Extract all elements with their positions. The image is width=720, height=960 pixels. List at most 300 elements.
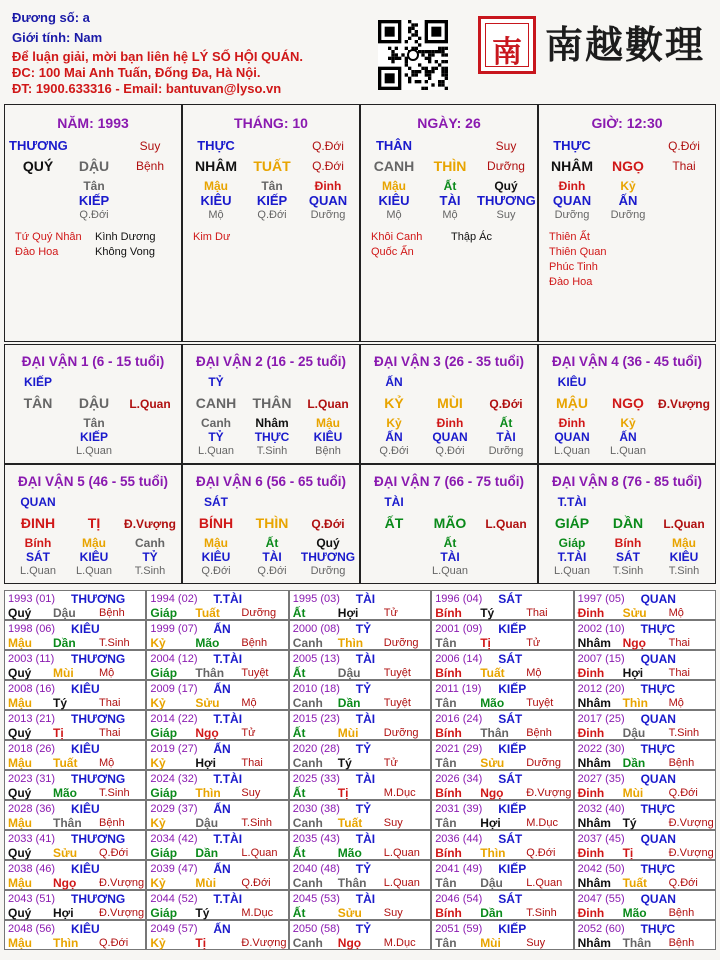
heavenly-stem: NHÂM [195, 158, 237, 174]
year-cell [4, 830, 146, 860]
year-ten-god: QUAN [640, 712, 676, 726]
year-branch: Tý [480, 606, 495, 620]
star-neutral: Thập Ác [451, 231, 492, 243]
earthly-branch: NGỌ [612, 158, 644, 174]
year-cell [289, 800, 431, 830]
year-branch: Tý [53, 696, 68, 710]
year-branch: Mão [622, 906, 647, 920]
year-stage: Bệnh [668, 937, 695, 949]
dai-van-stem: BÍNH [198, 515, 234, 531]
dai-van-hidden-god: TÀI [496, 430, 516, 444]
year-label: 1998 (06) [8, 623, 56, 635]
pillar-title: NĂM: 1993 [57, 115, 129, 131]
year-stage: Bệnh [241, 637, 268, 649]
ten-god: THÂN [375, 138, 413, 153]
year-ten-god: KIÊU [71, 682, 100, 696]
year-cell [146, 650, 288, 680]
year-cell [431, 590, 573, 620]
year-ten-god: QUAN [640, 652, 676, 666]
year-stage: Suy [383, 817, 403, 829]
year-stem: Đinh [577, 666, 605, 680]
year-label: 2051 (59) [435, 923, 483, 935]
year-branch: Mão [53, 786, 77, 800]
year-stem: Nhâm [577, 696, 611, 710]
year-stem: Quý [8, 786, 32, 800]
year-label: 2006 (14) [435, 653, 483, 665]
star-good: Thiên Ất [549, 231, 590, 243]
year-ten-god: KIÊU [71, 742, 100, 756]
year-branch: Thân [195, 666, 225, 680]
year-label: 2013 (21) [8, 713, 56, 725]
year-stem: Quý [8, 666, 32, 680]
year-label: 2012 (20) [577, 683, 625, 695]
dai-van-hidden-god: KIẾP [79, 430, 108, 444]
year-stage: Đ.Vượng [668, 847, 714, 859]
year-label: 2005 (13) [292, 653, 340, 665]
dai-van-hidden-stage: T.Sinh [134, 565, 166, 577]
earthly-branch: TUẤT [253, 158, 291, 174]
year-label: 2030 (38) [292, 803, 340, 815]
year-stage: Bệnh [99, 607, 125, 619]
year-ten-god: SÁT [498, 892, 523, 906]
year-ten-god: KIÊU [71, 802, 100, 816]
year-label: 2002 (10) [577, 623, 625, 635]
year-cell [574, 740, 716, 770]
dai-van-hidden-stem: Nhâm [255, 416, 289, 430]
dai-van-hidden-god: TỶ [208, 430, 224, 444]
year-cell [431, 890, 573, 920]
year-stem: Mậu [8, 636, 32, 650]
dai-van-hidden-stage: L.Quan [431, 565, 469, 577]
dai-van-cell [182, 344, 360, 464]
year-ten-god: ẤN [213, 802, 231, 816]
year-stage: Tử [526, 637, 541, 649]
qr-code-icon [378, 20, 448, 90]
dai-van-branch: MÃO [433, 515, 467, 531]
year-branch: Mùi [53, 666, 74, 680]
hidden-ten-god: KIẾP [256, 193, 288, 208]
year-ten-god: TỶ [355, 622, 372, 636]
year-ten-god: T.TÀI [213, 772, 243, 786]
year-branch: Sửu [337, 906, 362, 920]
year-label: 1993 (01) [8, 593, 56, 605]
year-label: 2018 (26) [8, 743, 56, 755]
dai-van-hidden-stage: T.Sinh [256, 445, 288, 457]
year-branch: Dần [337, 696, 361, 710]
year-stem: Ất [292, 846, 306, 860]
contact-phone-email: ĐT: 1900.633316 - Email: bantuvan@lyso.vn [12, 81, 282, 96]
year-stage: Dưỡng [241, 607, 277, 619]
year-ten-god: KIẾP [498, 622, 527, 636]
year-stage: Thai [526, 607, 548, 619]
year-cell [431, 800, 573, 830]
dai-van-stage: L.Quan [129, 397, 171, 411]
year-label: 2000 (08) [292, 623, 340, 635]
year-branch: Mùi [195, 876, 217, 890]
year-cell [289, 920, 431, 950]
life-stage: Suy [139, 139, 161, 153]
dai-van-cell [360, 464, 538, 584]
hidden-stem: Đinh [314, 179, 342, 193]
dai-van-hidden-stem: Canh [201, 416, 231, 430]
year-label: 2029 (37) [150, 803, 198, 815]
year-stage: L.Quan [526, 877, 563, 889]
year-ten-god: T.TÀI [213, 892, 243, 906]
year-label: 1995 (03) [292, 593, 340, 605]
year-label: 2042 (50) [577, 863, 625, 875]
year-label: 1994 (02) [150, 593, 198, 605]
year-stem: Nhâm [577, 756, 611, 770]
year-ten-god: THỰC [640, 622, 676, 636]
year-stem: Bính [435, 786, 462, 800]
year-label: 2015 (23) [292, 713, 340, 725]
star-good: Quốc Ấn [371, 246, 414, 258]
year-ten-god: THƯƠNG [71, 712, 126, 726]
dai-van-hidden-stem: Kỷ [386, 416, 402, 430]
pillar-cell [360, 104, 538, 342]
year-label: 2041 (49) [435, 863, 483, 875]
year-ten-god: SÁT [498, 592, 523, 606]
ten-god: THƯƠNG [9, 138, 68, 153]
year-branch: Mão [337, 846, 362, 860]
dai-van-hidden-stem: Ất [443, 536, 457, 550]
year-stem: Nhâm [577, 636, 611, 650]
year-branch: Thìn [337, 636, 364, 650]
year-ten-god: ẤN [213, 742, 231, 756]
dai-van-hidden-stem: Ất [265, 536, 279, 550]
year-label: 2021 (29) [435, 743, 483, 755]
pillar-title: NGÀY: 26 [417, 115, 481, 131]
dai-van-hidden-stage: Q.Đới [379, 445, 409, 457]
year-stem: Nhâm [577, 876, 611, 890]
year-stage: Đ.Vượng [99, 907, 145, 919]
year-ten-god: QUAN [640, 832, 676, 846]
year-branch: Tị [337, 786, 349, 800]
year-cell [431, 920, 573, 950]
year-branch: Hợi [195, 756, 216, 770]
contact-address: ĐC: 100 Mai Anh Tuấn, Đống Đa, Hà Nội. [12, 65, 261, 80]
year-branch: Thân [337, 876, 367, 890]
dai-van-branch: THÌN [255, 515, 289, 531]
year-branch: Sửu [195, 696, 220, 710]
hidden-stage: Q.Đới [79, 209, 109, 221]
dai-van-title: ĐẠI VẬN 4 (36 - 45 tuổi) [551, 354, 703, 369]
hidden-stem: Kỷ [620, 179, 636, 193]
year-label: 2001 (09) [435, 623, 483, 635]
year-branch: Tị [53, 726, 64, 740]
year-ten-god: SÁT [498, 712, 523, 726]
year-label: 2026 (34) [435, 773, 483, 785]
dai-van-hidden-stem: Kỷ [620, 416, 636, 430]
dai-van-cell [4, 464, 182, 584]
year-ten-god: TỶ [355, 802, 372, 816]
year-branch: Dần [622, 756, 646, 770]
year-stem: Canh [292, 636, 323, 650]
year-stage: Suy [526, 937, 546, 949]
year-cell [431, 830, 573, 860]
year-stem: Mậu [8, 816, 32, 830]
year-ten-god: ẤN [213, 682, 231, 696]
year-stem: Canh [292, 816, 323, 830]
year-cell [574, 620, 716, 650]
year-cell [289, 770, 431, 800]
year-stem: Nhâm [577, 936, 611, 950]
year-ten-god: TÀI [355, 772, 376, 786]
year-branch: Sửu [53, 846, 78, 860]
earthly-branch: DẬU [78, 158, 110, 174]
hidden-stem: Đinh [558, 179, 586, 193]
dai-van-hidden-god: THƯƠNG [300, 550, 356, 564]
hidden-ten-god: TÀI [439, 193, 461, 208]
dai-van-hidden-stage: Bệnh [315, 445, 341, 457]
year-cell [574, 890, 716, 920]
year-stage: Q.Đới [526, 847, 556, 859]
hidden-stem: Mậu [382, 179, 406, 193]
star-good: Khôi Canh [371, 231, 423, 243]
year-stem: Đinh [577, 906, 605, 920]
year-stage: Thai [99, 727, 121, 739]
year-ten-god: KIẾP [498, 802, 527, 816]
year-stage: Tuyệt [526, 697, 554, 709]
dai-van-branch: DẬU [78, 395, 110, 411]
year-cell [4, 800, 146, 830]
year-label: 2020 (28) [292, 743, 340, 755]
year-cell [431, 860, 573, 890]
year-branch: Thìn [53, 936, 79, 950]
dai-van-hidden-stage: Q.Đới [201, 565, 231, 577]
year-stage: Tuyệt [383, 667, 411, 679]
year-stem: Giáp [150, 906, 178, 920]
year-ten-god: TỶ [355, 682, 372, 696]
year-cell [146, 800, 288, 830]
hidden-stage: Dưỡng [610, 209, 646, 221]
year-stem: Nhâm [577, 816, 611, 830]
year-stage: Dưỡng [383, 727, 419, 739]
dai-van-ten-god: QUAN [20, 495, 56, 509]
year-ten-god: SÁT [498, 652, 523, 666]
year-stage: L.Quan [241, 847, 278, 859]
year-ten-god: QUAN [640, 592, 676, 606]
dai-van-title: ĐẠI VẬN 7 (66 - 75 tuổi) [373, 474, 525, 489]
year-branch: Tuất [195, 606, 220, 620]
dai-van-hidden-god: TÀI [262, 550, 282, 564]
year-cell [4, 680, 146, 710]
year-stem: Tân [435, 756, 457, 770]
dai-van-stage: L.Quan [663, 517, 705, 531]
year-cell [574, 800, 716, 830]
year-cell [431, 740, 573, 770]
year-ten-god: ẤN [213, 862, 231, 876]
dai-van-stage: Đ.Vượng [658, 397, 710, 411]
year-ten-god: T.TÀI [213, 652, 243, 666]
hidden-stage: Mộ [442, 209, 458, 221]
year-ten-god: T.TÀI [213, 592, 243, 606]
year-branch: Dậu [337, 666, 361, 680]
year-stage: M.Dục [241, 907, 274, 919]
year-ten-god: T.TÀI [213, 832, 243, 846]
dai-van-ten-god: KIẾP [23, 375, 52, 389]
year-stage: Q.Đới [241, 877, 271, 889]
dai-van-hidden-stage: L.Quan [553, 565, 591, 577]
year-stem: Đinh [577, 846, 605, 860]
life-stage: Q.Đới [668, 139, 700, 153]
year-label: 2027 (35) [577, 773, 625, 785]
star-good: Kim Dư [193, 231, 231, 243]
year-label: 2023 (31) [8, 773, 56, 785]
year-label: 2022 (30) [577, 743, 625, 755]
year-stage: Suy [383, 907, 403, 919]
dai-van-ten-god: TÀI [384, 495, 404, 509]
year-stem: Quý [8, 846, 32, 860]
dai-van-hidden-stem: Đinh [436, 416, 464, 430]
dai-van-hidden-god: QUAN [432, 430, 468, 444]
year-stage: Bệnh [668, 757, 695, 769]
year-label: 2025 (33) [292, 773, 340, 785]
year-stem: Ất [292, 606, 306, 620]
dai-van-hidden-stage: Q.Đới [257, 565, 287, 577]
year-stem: Mậu [8, 876, 32, 890]
dai-van-cell [360, 344, 538, 464]
year-cell [4, 920, 146, 950]
year-cell [146, 860, 288, 890]
year-label: 1999 (07) [150, 623, 198, 635]
year-branch: Sửu [480, 756, 505, 770]
year-stage: T.Sinh [99, 637, 130, 649]
dai-van-hidden-god: KIÊU [79, 550, 109, 564]
year-ten-god: TÀI [355, 832, 376, 846]
dai-van-stem: GIÁP [554, 515, 590, 531]
year-cell [4, 860, 146, 890]
year-cell [146, 770, 288, 800]
year-branch: Ngọ [53, 876, 77, 890]
dai-van-hidden-stage: L.Quan [75, 445, 113, 457]
year-label: 2008 (16) [8, 683, 56, 695]
year-cell [431, 770, 573, 800]
year-ten-god: ẤN [213, 922, 231, 936]
year-ten-god: TÀI [355, 892, 376, 906]
year-label: 2016 (24) [435, 713, 483, 725]
life-stage: Suy [495, 139, 517, 153]
year-branch: Thìn [480, 846, 506, 860]
year-ten-god: KIÊU [71, 862, 100, 876]
dai-van-hidden-stem: Mậu [316, 416, 340, 430]
dai-van-title: ĐẠI VẬN 2 (16 - 25 tuổi) [195, 354, 347, 369]
year-ten-god: KIÊU [71, 622, 100, 636]
year-ten-god: KIẾP [498, 682, 527, 696]
year-stage: T.Sinh [99, 787, 130, 799]
year-stem: Kỷ [150, 816, 166, 830]
year-label: 2035 (43) [292, 833, 340, 845]
year-branch: Hợi [622, 666, 644, 680]
year-branch: Hợi [337, 606, 359, 620]
year-branch: Tị [480, 636, 491, 650]
dai-van-hidden-god: ẤN [619, 430, 637, 444]
dai-van-hidden-god: KIÊU [313, 430, 343, 444]
year-stage: Thai [668, 667, 690, 679]
year-stage: Tử [383, 757, 398, 769]
year-stage: Mộ [99, 757, 115, 769]
year-stem: Bính [435, 846, 462, 860]
dai-van-hidden-god: ẤN [385, 430, 403, 444]
dai-van-stem: ĐINH [20, 515, 56, 531]
year-stem: Giáp [150, 846, 178, 860]
header [0, 0, 720, 100]
pillar-title: THÁNG: 10 [234, 115, 308, 131]
year-label: 2034 (42) [150, 833, 198, 845]
star-good: Đào Hoa [15, 246, 59, 258]
dai-van-stem: TÂN [23, 395, 53, 411]
dai-van-branch: TỊ [87, 515, 101, 531]
year-stem: Quý [8, 606, 32, 620]
year-label: 2017 (25) [577, 713, 625, 725]
year-cell [289, 890, 431, 920]
year-ten-god: THƯƠNG [71, 592, 126, 606]
year-stem: Đinh [577, 726, 605, 740]
year-ten-god: SÁT [498, 832, 523, 846]
year-stem: Kỷ [150, 636, 166, 650]
pillar-cell [538, 104, 716, 342]
year-label: 2050 (58) [292, 923, 340, 935]
year-cell [289, 590, 431, 620]
year-stem: Đinh [577, 606, 605, 620]
dai-van-hidden-stem: Mậu [82, 536, 106, 550]
year-label: 1997 (05) [577, 593, 625, 605]
year-stem: Kỷ [150, 756, 166, 770]
year-cell [289, 740, 431, 770]
year-branch: Ngọ [195, 726, 219, 740]
dai-van-hidden-god: TỶ [142, 550, 158, 564]
dai-van-hidden-stage: L.Quan [75, 565, 113, 577]
stage: Thai [672, 159, 696, 173]
year-cell [431, 680, 573, 710]
year-stem: Mậu [8, 756, 32, 770]
dai-van-branch: DẦN [612, 515, 644, 531]
year-stem: Bính [435, 726, 462, 740]
dai-van-hidden-god: SÁT [616, 550, 640, 564]
dai-van-hidden-stage: L.Quan [197, 445, 235, 457]
dai-van-hidden-stem: Mậu [204, 536, 228, 550]
year-stage: Dưỡng [383, 637, 419, 649]
hidden-stage: Dưỡng [310, 209, 346, 221]
dai-van-hidden-stem: Tân [83, 416, 105, 430]
year-branch: Tuất [622, 876, 648, 890]
year-label: 2024 (32) [150, 773, 198, 785]
dai-van-hidden-stage: Dưỡng [310, 565, 346, 577]
year-branch: Tuất [337, 816, 363, 830]
dai-van-hidden-stage: Dưỡng [488, 445, 524, 457]
year-cell [4, 740, 146, 770]
year-ten-god: ẤN [213, 622, 231, 636]
year-ten-god: SÁT [498, 772, 523, 786]
year-ten-god: TỶ [355, 922, 372, 936]
year-stem: Ất [292, 786, 306, 800]
year-ten-god: KIÊU [71, 922, 100, 936]
year-stage: L.Quan [383, 847, 420, 859]
stage: Dưỡng [487, 159, 525, 173]
year-branch: Hợi [53, 906, 74, 920]
dai-van-hidden-stem: Canh [135, 536, 165, 550]
year-stem: Bính [435, 906, 462, 920]
year-ten-god: THỰC [640, 682, 676, 696]
year-cell [146, 620, 288, 650]
dai-van-hidden-stem: Quý [316, 536, 340, 550]
dai-van-cell [538, 464, 716, 584]
star-good: Tứ Quý Nhân [15, 231, 82, 243]
year-branch: Mùi [622, 786, 644, 800]
year-branch: Ngọ [480, 786, 504, 800]
hidden-stage: Mộ [208, 209, 224, 221]
year-cell [289, 710, 431, 740]
